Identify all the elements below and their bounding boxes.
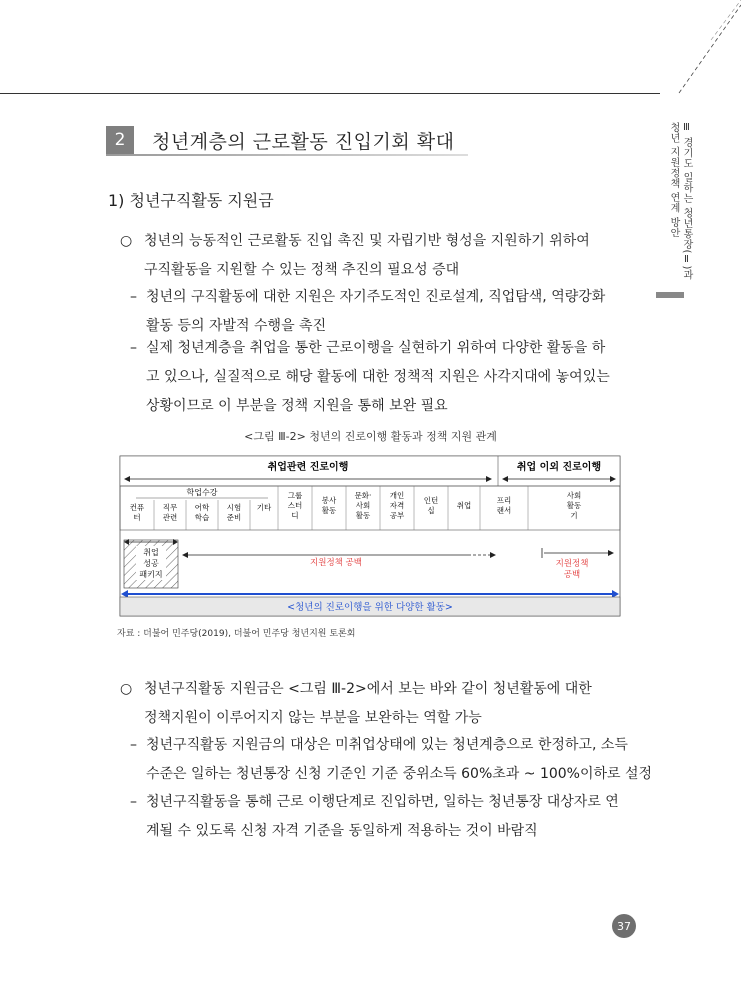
activity-column-label: 디: [291, 511, 299, 520]
activity-column-label: 그룹: [287, 491, 303, 500]
activity-column-label: 문화·: [354, 491, 372, 500]
side-tab-line1: Ⅲ 경기도 일하는 청년통장(Ⅱ)과: [681, 122, 692, 281]
dash-bullet: –: [130, 340, 137, 356]
dash-line: 실제 청년계층을 취업을 통한 근로이행을 실현하기 위하여 다양한 활동을 하: [146, 340, 606, 356]
paragraph-line: 청년구직활동 지원금은 <그림 Ⅲ-2>에서 보는 바와 같이 청년활동에 대한: [144, 681, 592, 697]
dash-line: 청년의 구직활동에 대한 지원은 자기주도적인 진로설계, 직업탐색, 역량강화: [146, 289, 606, 305]
activity-column-label: 랜서: [496, 506, 512, 515]
section-underline: [106, 154, 468, 156]
hatch-line: 취업: [143, 548, 159, 557]
activity-column-label: 관련: [162, 513, 178, 522]
activity-column-label: 학습: [194, 513, 210, 522]
circle-bullet: ○: [120, 233, 133, 249]
dash-item-2: [146, 334, 610, 421]
activity-column-label: 사회: [355, 501, 371, 510]
dash-bullet: –: [130, 737, 137, 753]
activity-column-label: 개인: [389, 491, 405, 500]
dash-line: 수준은 일하는 청년통장 신청 기준인 기준 중위소득 60%초과 ~ 100%이하로 설정: [146, 766, 653, 782]
activity-column-label: 터: [133, 513, 141, 522]
section-heading: [106, 126, 454, 154]
dash-item-4: [146, 788, 619, 846]
side-tab-marker: [656, 292, 684, 298]
hatch-label: [136, 546, 166, 580]
activity-column-label: 기타: [256, 503, 272, 512]
source-note: 자료 : 더불어 민주당(2019), 더불어 민주당 청년지원 토론회: [117, 629, 356, 639]
dash-line: 상황이므로 이 부분을 정책 지원을 통해 보완 필요: [146, 398, 448, 414]
support-right-label: 지원정책: [555, 559, 589, 569]
dash-item-3: [146, 731, 652, 789]
header-right-label: 취업 이외 진로이행: [516, 462, 602, 473]
paragraph-line: 구직활동을 지원할 수 있는 정책 추진의 필요성 증대: [144, 262, 460, 278]
activity-column-label: 활동: [321, 506, 337, 515]
activity-column-label: 십: [427, 506, 435, 515]
circle-bullet: ○: [120, 681, 133, 697]
career-path-figure: [118, 454, 624, 620]
dash-line: 청년구직활동 지원금의 대상은 미취업상태에 있는 청년계층으로 한정하고, 소득: [146, 737, 628, 753]
activity-column-label: 취업: [456, 501, 472, 510]
activity-column-label: 활동: [355, 511, 371, 520]
page-number: 37: [612, 914, 636, 938]
header-rule: [0, 93, 660, 94]
activity-column-label: 스터: [287, 501, 303, 510]
group-label-study: 학업수강: [186, 488, 218, 497]
side-chapter-tab: [667, 122, 693, 280]
dash-line: 활동 등의 자발적 수행을 촉진: [146, 318, 327, 334]
activity-column-label: 컨퓨: [129, 503, 145, 512]
activity-column-label: 인턴: [423, 496, 439, 505]
dash-line: 고 있으나, 실질적으로 해당 활동에 대한 정책적 지원은 사각지대에 놓여있는: [146, 369, 610, 385]
activity-column-label: 어학: [194, 503, 210, 512]
activity-column-label: 준비: [226, 513, 242, 522]
hatch-line: 성공: [143, 559, 159, 568]
activity-column-label: 시험: [226, 503, 242, 512]
paragraph-2: [144, 675, 592, 733]
activity-column-label: 프리: [496, 496, 512, 505]
dash-item-1: [146, 283, 605, 341]
support-gap-label: 지원정책 공백: [310, 558, 362, 568]
dash-line: 청년구직활동을 통해 근로 이행단계로 진입하면, 일하는 청년통장 대상자로 연: [146, 794, 619, 810]
paragraph-1: [144, 227, 590, 285]
bottom-label: <청년의 진로이행을 위한 다양한 활동>: [287, 602, 453, 613]
activity-column-label: 활동: [566, 501, 582, 510]
hatch-line: 패키지: [139, 570, 163, 579]
figure-caption: <그림 Ⅲ-2> 청년의 진로이행 활동과 정책 지원 관계: [244, 430, 497, 443]
activity-column-label: 기: [570, 511, 578, 520]
header-left-label: 취업관련 진로이행: [267, 462, 349, 473]
dash-bullet: –: [130, 794, 137, 810]
support-right-label: 공백: [563, 570, 581, 580]
corner-decoration: [631, 0, 741, 95]
activity-column-label: 직무: [162, 503, 178, 512]
dash-line: 계될 수 있도록 신청 자격 기준을 동일하게 적용하는 것이 바람직: [146, 823, 538, 839]
dash-bullet: –: [130, 289, 137, 305]
side-tab-line2: 청년 지원정책 연계 방안: [668, 122, 679, 239]
section-title: 청년계층의 근로활동 진입기회 확대: [152, 130, 455, 153]
subsection-title: 1) 청년구직활동 지원금: [108, 191, 274, 210]
section-number: 2: [106, 126, 134, 154]
activity-column-label: 사회: [566, 491, 582, 500]
activity-column-label: 봉사: [321, 496, 337, 505]
activity-column-label: 공부: [389, 511, 405, 520]
activity-column-label: 자격: [389, 501, 405, 510]
paragraph-line: 정책지원이 이루어지지 않는 부분을 보완하는 역할 가능: [144, 710, 482, 726]
paragraph-line: 청년의 능동적인 근로활동 진입 촉진 및 자립기반 형성을 지원하기 위하여: [144, 233, 590, 249]
